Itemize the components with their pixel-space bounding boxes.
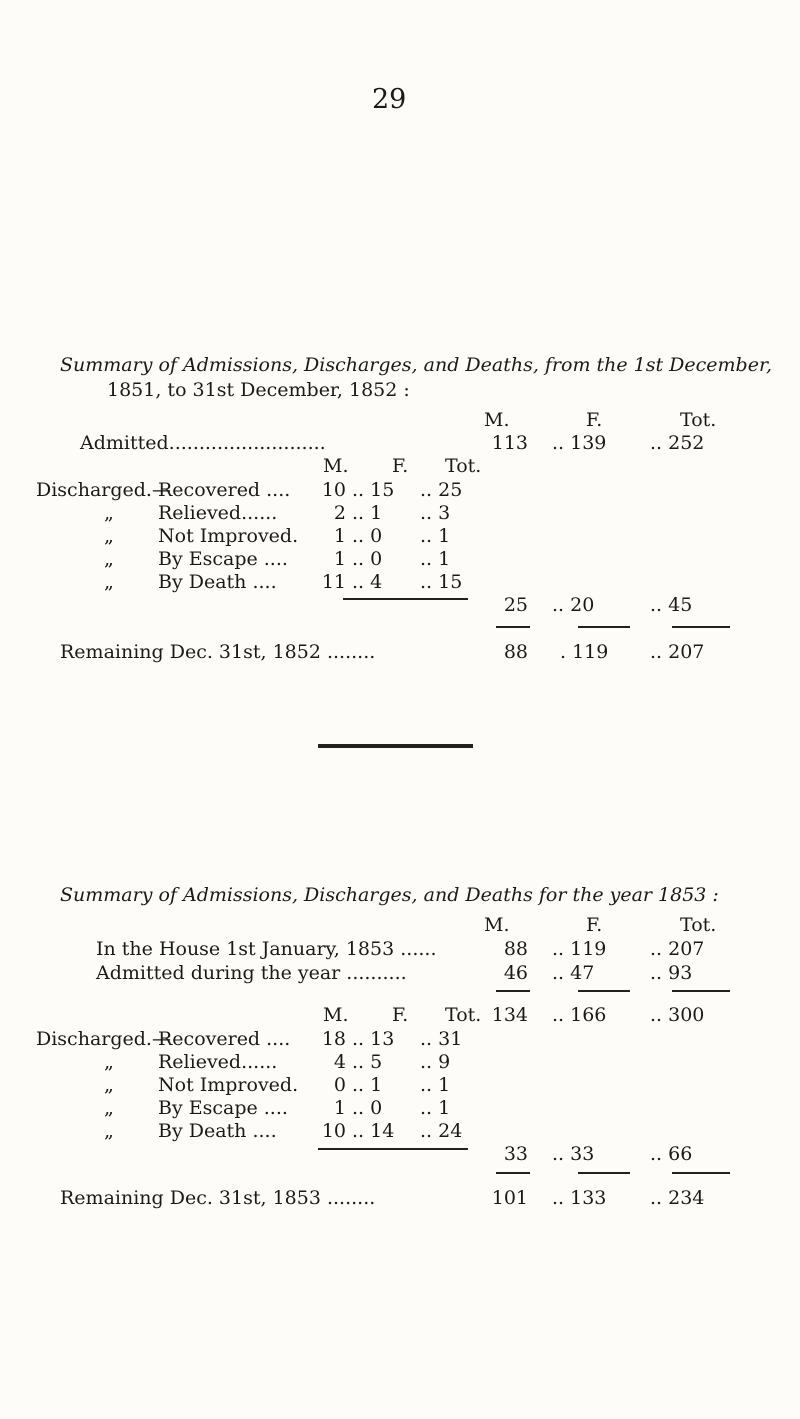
col-header-tot: Tot. [680, 914, 717, 936]
admitted-m: 46 [503, 962, 528, 984]
sum-f: .. 166 [552, 1004, 607, 1026]
sum-rule [578, 626, 630, 628]
remaining-m: 88 [503, 641, 528, 663]
admitted-label: Admitted.......................... [80, 432, 326, 454]
row-tot: .. 24 [420, 1120, 463, 1142]
sum-rule [496, 1172, 530, 1174]
row-label: By Escape .... [158, 548, 288, 570]
row-m: 1 [333, 1097, 346, 1119]
row-tot: .. 1 [420, 548, 451, 570]
sum-rule [672, 1172, 730, 1174]
row-m: 10 [321, 479, 346, 501]
remaining-tot: .. 234 [650, 1187, 705, 1209]
ditto-mark: „ [104, 1051, 114, 1073]
row-tot: .. 15 [420, 571, 463, 593]
sum-rule [578, 1172, 630, 1174]
row-tot: .. 31 [420, 1028, 463, 1050]
ditto-mark: „ [104, 1097, 114, 1119]
discharged-total-m: 25 [503, 594, 528, 616]
discharged-total-f: .. 33 [552, 1143, 595, 1165]
row-m: 18 [321, 1028, 346, 1050]
remaining-tot: .. 207 [650, 641, 705, 663]
row-f: .. 5 [352, 1051, 383, 1073]
in-house-tot: .. 207 [650, 938, 705, 960]
remaining-m: 101 [491, 1187, 528, 1209]
col-header-tot: Tot. [680, 409, 717, 431]
ditto-mark: „ [104, 525, 114, 547]
discharged-total-m: 33 [503, 1143, 528, 1165]
row-label: By Death .... [158, 1120, 277, 1142]
section-title-line1: Summary of Admissions, Discharges, and Deaths, from the 1st December, [60, 354, 772, 376]
row-prefix: Discharged.— [36, 1028, 171, 1050]
in-house-f: .. 119 [552, 938, 607, 960]
row-f: .. 1 [352, 502, 383, 524]
row-m: 2 [333, 502, 346, 524]
row-label: By Escape .... [158, 1097, 288, 1119]
remaining-label: Remaining Dec. 31st, 1853 ........ [60, 1187, 376, 1209]
row-m: 4 [333, 1051, 346, 1073]
col-header-f: F. [586, 914, 603, 936]
row-label: Recovered .... [158, 479, 291, 501]
admitted-tot: .. 93 [650, 962, 693, 984]
remaining-label: Remaining Dec. 31st, 1852 ........ [60, 641, 376, 663]
row-tot: .. 1 [420, 525, 451, 547]
row-f: .. 0 [352, 548, 383, 570]
sub-header-m: M. [323, 455, 349, 477]
sum-rule [496, 990, 530, 992]
row-m: 11 [321, 571, 346, 593]
row-tot: .. 1 [420, 1074, 451, 1096]
row-f: .. 0 [352, 1097, 383, 1119]
row-label: Not Improved. [158, 1074, 299, 1096]
sum-rule [578, 990, 630, 992]
page-number: 29 [372, 84, 407, 115]
section-title-line2: 1851, to 31st December, 1852 : [107, 379, 410, 401]
row-label: By Death .... [158, 571, 277, 593]
row-f: .. 15 [352, 479, 395, 501]
sum-rule [343, 598, 468, 600]
row-f: .. 14 [352, 1120, 395, 1142]
row-m: 0 [333, 1074, 346, 1096]
sum-rule [496, 626, 530, 628]
sum-rule [672, 990, 730, 992]
row-label: Relieved...... [158, 1051, 278, 1073]
sub-header-f: F. [392, 455, 409, 477]
row-label: Relieved...... [158, 502, 278, 524]
sum-m: 134 [491, 1004, 528, 1026]
row-tot: .. 1 [420, 1097, 451, 1119]
admitted-tot: .. 252 [650, 432, 705, 454]
sub-header-tot: Tot. [445, 1004, 482, 1026]
section-separator [318, 744, 473, 748]
sum-tot: .. 300 [650, 1004, 705, 1026]
col-header-m: M. [484, 914, 510, 936]
admitted-label: Admitted during the year .......... [96, 962, 407, 984]
discharged-total-tot: .. 66 [650, 1143, 693, 1165]
row-label: Recovered .... [158, 1028, 291, 1050]
row-f: .. 0 [352, 525, 383, 547]
ditto-mark: „ [104, 502, 114, 524]
row-prefix: Discharged.— [36, 479, 171, 501]
section-title-line1: Summary of Admissions, Discharges, and Deaths for the year 1853 : [60, 884, 719, 906]
col-header-m: M. [484, 409, 510, 431]
row-f: .. 4 [352, 571, 383, 593]
ditto-mark: „ [104, 571, 114, 593]
admitted-m: 113 [491, 432, 528, 454]
row-f: .. 1 [352, 1074, 383, 1096]
discharged-total-f: .. 20 [552, 594, 595, 616]
admitted-f: .. 139 [552, 432, 607, 454]
in-house-label: In the House 1st January, 1853 ...... [96, 938, 437, 960]
admitted-f: .. 47 [552, 962, 595, 984]
sum-rule [318, 1148, 468, 1150]
col-header-f: F. [586, 409, 603, 431]
row-tot: .. 9 [420, 1051, 451, 1073]
ditto-mark: „ [104, 548, 114, 570]
ditto-mark: „ [104, 1074, 114, 1096]
remaining-f: . 119 [560, 641, 609, 663]
row-m: 1 [333, 525, 346, 547]
row-m: 10 [321, 1120, 346, 1142]
row-m: 1 [333, 548, 346, 570]
row-label: Not Improved. [158, 525, 299, 547]
in-house-m: 88 [503, 938, 528, 960]
row-f: .. 13 [352, 1028, 395, 1050]
ditto-mark: „ [104, 1120, 114, 1142]
remaining-f: .. 133 [552, 1187, 607, 1209]
sub-header-m: M. [323, 1004, 349, 1026]
row-tot: .. 25 [420, 479, 463, 501]
discharged-total-tot: .. 45 [650, 594, 693, 616]
row-tot: .. 3 [420, 502, 451, 524]
sub-header-f: F. [392, 1004, 409, 1026]
sum-rule [672, 626, 730, 628]
sub-header-tot: Tot. [445, 455, 482, 477]
